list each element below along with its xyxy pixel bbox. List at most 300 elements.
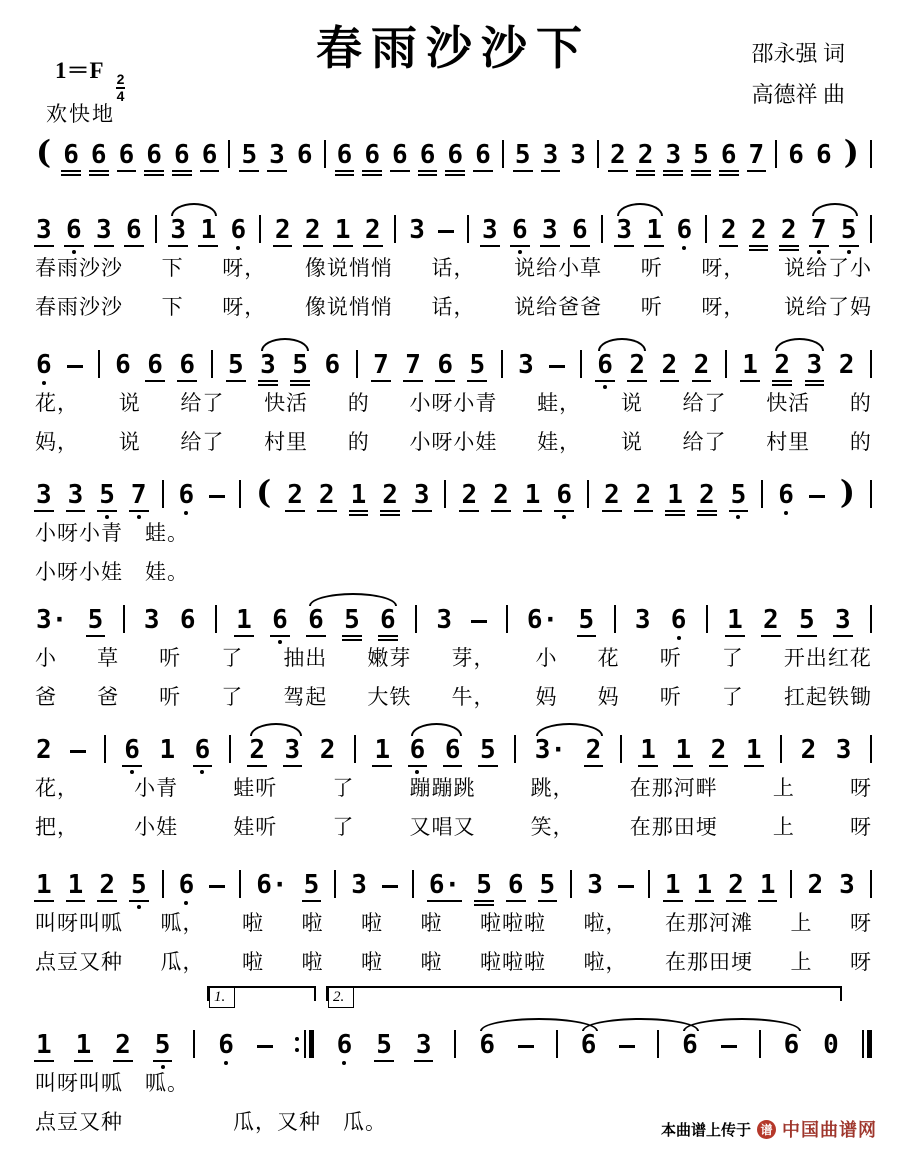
lyrics-line-1 (35, 772, 872, 802)
note-token: 3 (616, 215, 633, 245)
beam-underline (239, 170, 259, 172)
octave-dot-below (518, 250, 522, 254)
beam-underline (480, 245, 500, 247)
lyric-word: 听 (659, 685, 682, 709)
lyric-word: 叫呀叫呱 (35, 911, 123, 935)
beam-underline (317, 510, 337, 512)
slur-arc (261, 338, 309, 351)
note-token: 6 (444, 735, 461, 765)
parenthesis: ( (36, 133, 52, 171)
note-token: 6 (62, 142, 80, 168)
beam-underline (445, 174, 465, 176)
lyric-word: 春雨沙沙 (35, 295, 123, 319)
lyrics-line-2 (35, 291, 872, 321)
lyric-word: 在那田埂 (629, 815, 718, 839)
beam-underline (673, 765, 693, 767)
beam-underline (372, 765, 392, 767)
lyric-word: 啦 (242, 950, 264, 974)
note-token: 3 (834, 605, 851, 635)
note-token: 1 (524, 480, 541, 510)
repeat-dots (295, 1037, 299, 1052)
lyric-word: 了 (221, 646, 244, 670)
note-token: 2 (637, 142, 655, 168)
beam-underline (34, 245, 54, 247)
music-system (35, 128, 872, 171)
lyric-word: 啦 (301, 950, 324, 974)
lyric-word: 给了 (682, 430, 727, 454)
barline (570, 870, 572, 898)
key-label: 1＝F (55, 58, 104, 83)
note-token: 6 (816, 140, 832, 170)
note-token: 6 (392, 140, 408, 170)
beam-underline (740, 380, 760, 382)
volta-bracket (326, 986, 842, 1005)
beam-underline (270, 635, 290, 637)
note-token: 5 (303, 870, 320, 900)
barline (870, 350, 872, 378)
note-token: 7 (810, 217, 828, 243)
lyric-word: 在那河滩 (665, 911, 753, 935)
note-token: 5 (130, 872, 148, 898)
note-token: 6 (783, 1030, 800, 1060)
octave-dot-below (278, 640, 282, 644)
note-token: 5 (469, 350, 486, 380)
note-token: 2 (807, 870, 824, 900)
note-token: 1 (200, 215, 217, 245)
lyric-word: 啦， (583, 950, 628, 974)
octave-dot-below (736, 515, 740, 519)
note-token: 5 (799, 605, 815, 635)
slur-arc (480, 1018, 598, 1031)
lyric-word: 呀， (701, 295, 746, 319)
slur-arc (617, 203, 663, 216)
beam-underline (418, 174, 438, 176)
note-token: 2 (364, 215, 381, 245)
barline (706, 605, 708, 633)
note-token: 6 (777, 482, 795, 508)
beam-underline (725, 635, 745, 637)
note-token: 6 (720, 142, 738, 168)
lyric-word: 呱， (160, 911, 205, 935)
beam-underline (665, 510, 685, 512)
lyrics-line-1: 叫呀叫呱 呱。 (35, 1071, 189, 1095)
beam-underline (273, 245, 293, 247)
octave-dot-below (72, 250, 76, 254)
barline (775, 140, 777, 168)
duration-dash (67, 365, 83, 368)
note-token: 2 (780, 217, 798, 243)
beam-underline (749, 245, 769, 247)
note-token: 3 (634, 605, 651, 635)
beam-underline (445, 170, 465, 172)
beam-underline (541, 170, 561, 172)
site-logo-icon: 谱 (757, 1120, 776, 1139)
duration-dash (382, 885, 398, 888)
lyric-word: 呀， (701, 256, 746, 280)
barline (162, 480, 164, 508)
note-token: 5 (840, 217, 858, 243)
lyric-word: 娃听 (233, 815, 278, 839)
barline (193, 1030, 195, 1058)
note-token: 6 (229, 217, 247, 243)
barline (780, 735, 782, 763)
beam-underline (474, 904, 494, 906)
note-token: 2 (274, 215, 291, 245)
barline (657, 1030, 659, 1058)
beam-underline (692, 380, 712, 382)
note-token: 6 (90, 142, 108, 168)
lyric-word: 听 (640, 295, 663, 319)
note-token: 5 (692, 142, 710, 168)
beam-underline (513, 170, 533, 172)
note-token: 1 (159, 735, 176, 765)
note-token: 6 (271, 607, 289, 633)
lyrics-line-2 (35, 426, 872, 456)
beam-underline (374, 1060, 394, 1062)
duration-dash (619, 1045, 635, 1048)
lyric-word: 说 (620, 430, 643, 454)
note-token: 2 (287, 480, 303, 510)
beam-underline (660, 380, 680, 382)
beam-underline (258, 384, 278, 386)
lyric-word: 啦啦啦 (480, 911, 546, 935)
note-token: 2 (720, 215, 737, 245)
duration-dash (721, 1045, 737, 1048)
beam-underline (540, 245, 560, 247)
beam-underline (267, 170, 287, 172)
note-token: 6 (178, 482, 196, 508)
beam-underline (303, 245, 323, 247)
repeat-barline (295, 1030, 314, 1058)
lyric-word: 给了 (180, 430, 225, 454)
note-token: 1 (727, 605, 743, 635)
notation-line (35, 989, 872, 1060)
note-token: 1 (67, 870, 84, 900)
note-token: 1 (675, 735, 692, 765)
note-token: 6 (179, 605, 196, 635)
beam-underline (644, 245, 664, 247)
note-token: 2 (800, 735, 817, 765)
note-token: 6 (511, 217, 529, 243)
lyric-word: 的 (849, 391, 872, 415)
notation-line (35, 468, 872, 511)
barline (614, 605, 616, 633)
lyric-word: 呀 (850, 776, 872, 800)
beam-underline (285, 510, 305, 512)
lyric-word: 花 (597, 646, 620, 670)
note-token: 2 (249, 735, 265, 765)
credits-block (751, 34, 845, 115)
lyric-word: 呀， (222, 295, 267, 319)
beam-underline (349, 510, 369, 512)
beam-underline (113, 1060, 133, 1062)
octave-dot-below (137, 515, 141, 519)
lyric-word: 蹦蹦跳 (409, 776, 476, 800)
octave-dot-below (42, 381, 46, 385)
note-token: 5 (475, 872, 493, 898)
beam-underline (627, 380, 647, 382)
beam-underline (805, 384, 825, 386)
barline (870, 870, 872, 898)
beam-underline (577, 635, 597, 637)
barline (239, 480, 241, 508)
note-token: 7 (405, 350, 421, 380)
beam-underline (506, 900, 526, 902)
lyric-word: 草 (97, 646, 120, 670)
beam-underline (122, 765, 142, 767)
duration-dash (257, 1045, 273, 1048)
beam-underline (726, 900, 746, 902)
lyricist-credit: 邵永强 词 (751, 41, 845, 66)
note-token: 3 (36, 480, 52, 510)
barline (394, 215, 396, 243)
note-token: 3 (570, 140, 586, 170)
key-signature (55, 52, 125, 103)
note-token: 2 (710, 735, 727, 765)
beam-underline (335, 170, 355, 172)
note-token: 6 (173, 142, 191, 168)
lyric-word: 村里 (766, 430, 811, 454)
lyric-word: 给了 (682, 391, 727, 415)
barline (580, 350, 582, 378)
barline (761, 480, 763, 508)
lyric-word: 嫩芽 (367, 646, 412, 670)
footer (661, 1116, 877, 1142)
lyric-word: 听 (159, 685, 182, 709)
beam-underline (459, 510, 479, 512)
lyric-word: 了 (332, 776, 355, 800)
note-token: 6 (35, 352, 53, 378)
notation-line (35, 128, 872, 171)
beam-underline (608, 170, 628, 172)
note-token: 6 (379, 607, 397, 633)
beam-underline (290, 384, 310, 386)
music-system (35, 858, 872, 976)
beam-underline (478, 765, 498, 767)
music-system (35, 338, 872, 456)
lyric-word: 话， (431, 295, 476, 319)
lyrics-line-1 (35, 252, 872, 282)
note-token: 6 (446, 142, 464, 168)
note-token: 5 (228, 350, 244, 380)
note-token: 6 (580, 1030, 597, 1060)
duration-dash (70, 750, 86, 753)
lyrics-line-2: 点豆又种 瓜，又种 瓜。 (35, 1110, 387, 1134)
beam-underline (61, 174, 81, 176)
slur-arc (683, 1018, 801, 1031)
octave-dot-below (603, 385, 607, 389)
note-token: 2 (610, 140, 626, 170)
note-token: 5 (376, 1030, 392, 1060)
note-token: 6 (596, 352, 614, 378)
beam-underline (772, 380, 792, 382)
note-token: 2 (99, 870, 115, 900)
lyrics-line-2 (35, 946, 872, 976)
beam-underline (403, 380, 423, 382)
lyric-word: 说给小草 (514, 256, 603, 280)
barline (98, 350, 100, 378)
note-token: 6 (123, 737, 141, 763)
note-token: 1 (646, 215, 663, 245)
notation-line (35, 203, 872, 243)
composer-credit: 高德祥 曲 (751, 81, 845, 107)
note-token: 5 (241, 140, 258, 170)
note-token: 6 (675, 217, 693, 243)
note-token: 2 (661, 350, 678, 380)
lyric-word: 牛， (451, 685, 496, 709)
element (309, 1030, 314, 1058)
lyric-word: 呀 (850, 911, 872, 935)
beam-underline (408, 765, 428, 767)
barline (104, 735, 106, 763)
lyric-word: 啦 (420, 950, 443, 974)
lyric-word: 点豆又种 (35, 950, 123, 974)
barline (587, 480, 589, 508)
beam-underline (809, 245, 829, 247)
lyric-word: 啦 (420, 911, 443, 935)
barline (705, 215, 707, 243)
duration-dash (618, 885, 634, 888)
beam-underline (614, 245, 634, 247)
lyrics-line-2 (35, 681, 872, 711)
barline (870, 215, 872, 243)
beam-underline (342, 639, 362, 641)
note-token: 5 (730, 482, 748, 508)
beam-underline (172, 174, 192, 176)
note-token: 3 (170, 215, 187, 245)
note-token: 1 (696, 870, 713, 900)
barline (790, 870, 792, 898)
beam-underline (66, 900, 86, 902)
beam-underline (636, 170, 656, 172)
slur-arc (536, 723, 603, 736)
beam-underline (64, 245, 84, 247)
beam-underline (772, 384, 792, 386)
octave-dot-below (682, 246, 686, 250)
lyric-word: 的 (347, 430, 370, 454)
time-signature (116, 72, 126, 103)
beam-underline (145, 380, 165, 382)
barline (415, 605, 417, 633)
note-token: 6 (555, 482, 573, 508)
lyric-word: 爸 (97, 685, 120, 709)
lyric-word: 啦 (361, 911, 383, 935)
lyric-word: 上 (772, 815, 795, 839)
note-token: 1 (350, 482, 368, 508)
note-token: 1 (75, 1030, 92, 1060)
duration-dash (809, 495, 825, 498)
beam-underline (168, 245, 188, 247)
music-system (35, 723, 872, 841)
music-system (35, 593, 872, 711)
lyric-word: 妈， (35, 430, 79, 454)
upload-note: 本曲谱上传于 (660, 1121, 751, 1139)
beam-underline (283, 765, 303, 767)
octave-dot-below (562, 515, 566, 519)
note-token: 7 (373, 350, 389, 380)
beam-underline (729, 510, 749, 512)
note-token: 6 (147, 350, 163, 380)
beam-underline (117, 170, 137, 172)
lyric-word: 快活 (766, 391, 811, 415)
lyric-word: 说给了小 (784, 256, 872, 280)
beam-underline (390, 170, 410, 172)
note-token: 3 (36, 215, 52, 245)
note-token: 3 (839, 870, 855, 900)
barline (556, 1030, 558, 1058)
barline (870, 140, 872, 168)
beam-underline (200, 170, 220, 172)
notation-line (35, 858, 872, 898)
beam-underline (427, 900, 462, 902)
lyric-word: 啦， (583, 911, 628, 935)
beam-underline (435, 380, 455, 382)
lyric-word: 听 (159, 646, 182, 670)
barline (870, 735, 872, 763)
site-name: 中国曲谱网 (782, 1120, 877, 1141)
beam-underline (523, 510, 543, 512)
note-token: 6 (194, 737, 212, 763)
note-token: 3 (67, 480, 84, 510)
note-token: 6 (419, 142, 437, 168)
lyric-word: 上 (790, 950, 813, 974)
lyric-word: 抽出 (283, 646, 328, 670)
note-token: 1 (742, 350, 758, 380)
volta-label: 2. (328, 988, 354, 1008)
barline (502, 140, 504, 168)
note-token: 2 (36, 735, 52, 765)
barline (454, 1030, 456, 1058)
beam-underline (124, 245, 144, 247)
beam-underline (747, 170, 767, 172)
octave-dot-below (137, 905, 141, 909)
note-token: 6 (201, 140, 218, 170)
note-token: 6 (178, 872, 196, 898)
beam-underline (665, 514, 685, 516)
note-token: 2 (461, 480, 478, 510)
note-token: 1 (334, 215, 351, 245)
beam-underline (695, 900, 715, 902)
lyric-word: 大铁 (367, 685, 412, 709)
note-token: 2 (304, 215, 321, 245)
lyric-word: 蛙， (537, 391, 582, 415)
notation-line (35, 723, 872, 763)
beam-underline (380, 514, 400, 516)
slur-arc (598, 338, 646, 351)
music-system (35, 203, 872, 321)
barline (229, 735, 231, 763)
beam-underline (371, 380, 391, 382)
lyric-word: 芽， (451, 646, 496, 670)
note-token: 3 (664, 142, 682, 168)
beam-underline (779, 249, 799, 251)
lyric-word: 又唱又 (409, 815, 476, 839)
beam-underline (177, 380, 197, 382)
beam-underline (362, 170, 382, 172)
note-token: 2 (773, 352, 791, 378)
lyric-word: 爸 (35, 685, 57, 709)
beam-underline (467, 380, 487, 382)
lyric-word: 小 (535, 646, 558, 670)
lyric-word: 妈 (535, 685, 558, 709)
meter-denominator: 4 (116, 87, 125, 104)
note-token: 5 (578, 605, 595, 635)
lyric-word: 了 (721, 646, 744, 670)
beam-underline (378, 635, 398, 637)
lyric-word: 的 (347, 391, 370, 415)
slur-arc (250, 723, 302, 736)
beam-underline (602, 510, 622, 512)
